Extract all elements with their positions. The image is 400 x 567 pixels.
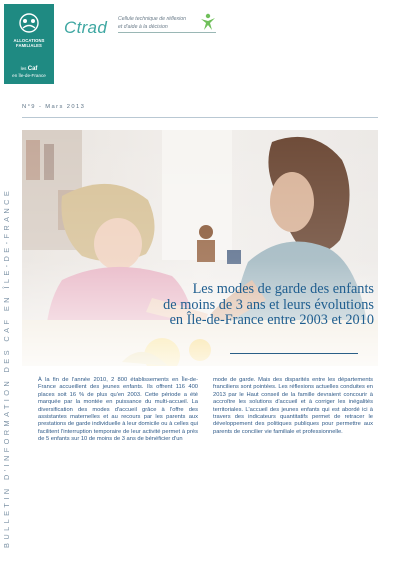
caf-logo [4,4,54,84]
caf-emblem-icon [16,12,42,34]
ctrad-brand: Ctrad [64,18,108,37]
person-figure-icon [200,13,216,31]
cover-photo [22,130,378,366]
logo-text-top: ALLOCATIONS FAMILIALES [13,38,45,48]
issue-divider [22,117,378,118]
intro-text-column-1: À la fin de l'année 2010, 2 800 établissements en Île-de-France accueillent des jeunes enfants. Ils offrent 116 400 places soit 16 % de plus qu'en 2003. Cette période a été marquée par la montée en puissance du multi-accueil. La diversification des modes d'accueil grâce à l'offre des assistantes maternelles et au recours par les parents aux prestations de garde individuelle à leur domicile ou à celles qui facilitent l'interruption temporaire de leur activité permet à près de 5 enfants sur 10 de moins de 3 ans de bénéficier d'un [38,377,198,443]
ctrad-subtitle: Cellule technique de réflexion et d'aide à la décision [118,15,228,31]
vertical-bulletin-title: BULLETIN D'INFORMATION DES CAF EN ÎLE-DE-FRANCE [2,187,11,548]
subtitle-rule [118,32,216,33]
cover-headline: Les modes de garde des enfants de moins de 3 ans et leurs évolutions en Île-de-France entre 2003 et 2010 [163,281,374,328]
issue-number: N°9 - Mars 2013 [22,104,86,110]
headline-divider [230,353,358,354]
intro-text-column-2: mode de garde. Mais des disparités entre les départements franciliens sont pointées. Les réflexions actuelles conduites en 2013 par le Haut conseil de la famille devraient concourir à accroître les solutions d'accueil et à corriger les inégalités territoriales. L'accueil des jeunes enfants qui est abordé ici à travers des indicateurs quantitatifs permet de retracer le développement des politiques publiques pour permettre aux parents de concilier vie familiale et professionnelle. [213,377,373,435]
logo-text-bottom: les Caf en Île-de-France [12,66,46,78]
